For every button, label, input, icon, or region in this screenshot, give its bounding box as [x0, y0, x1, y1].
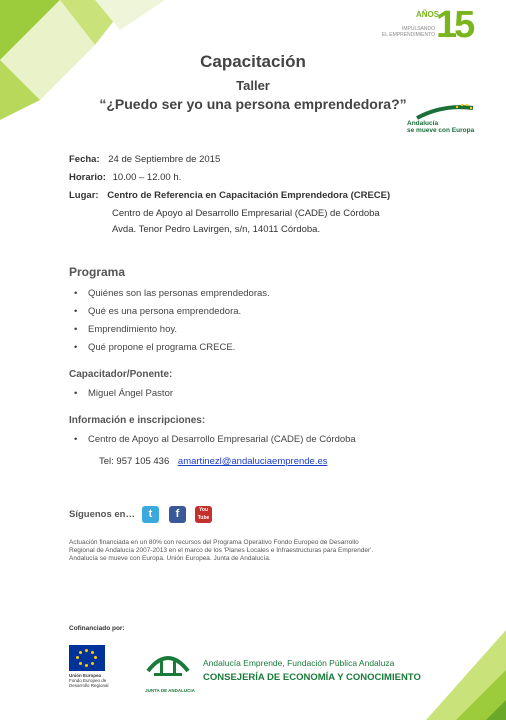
financing-line1: Actuación financiada en un 80% con recursos del Programa Operativo Fondo Europeo de Desarrollo: [69, 539, 359, 546]
fecha-value: 24 de Septiembre de 2015: [108, 154, 221, 165]
fundacion-label: Andalucía Emprende, Fundación Pública Andaluza: [203, 658, 395, 668]
workshop-question: “¿Puedo ser yo una persona emprendedora?”: [99, 96, 407, 112]
siguenos-label: Síguenos en…: [69, 509, 135, 520]
youtube-icon[interactable]: You Tube: [195, 506, 212, 523]
corner-decoration-bottom: [426, 630, 506, 720]
logo-subtitle: [380, 26, 435, 38]
email-link[interactable]: amartinezl@andaluciaemprende.es: [177, 456, 328, 467]
junta-label: JUNTA DE ANDALUCIA: [145, 688, 195, 693]
logo-number: 15: [436, 4, 473, 46]
horario-value: 10.00 – 12.00 h.: [112, 172, 182, 183]
eu-flag-icon: [69, 645, 105, 671]
logo-line1: IMPULSANDO: [401, 26, 435, 32]
programa-item: • Qué es una persona emprendedora.: [88, 306, 241, 317]
cofinanciado-label: Cofinanciado por:: [69, 625, 125, 632]
eu-line2: Fondo Europeo de Desarrollo Regional: [69, 678, 109, 688]
anniversary-logo: [380, 4, 475, 48]
fecha-label: Fecha:: [69, 154, 100, 165]
programa-heading: Programa: [69, 265, 126, 279]
lugar-label: Lugar:: [69, 190, 99, 201]
page-title: Capacitación: [200, 52, 306, 71]
andalucia-europa-logo: [407, 102, 479, 138]
horario-row: [69, 172, 181, 183]
eu-line1: Unión Europea: [69, 673, 102, 678]
programa-item: • Quiénes son las personas emprendedoras.: [88, 288, 270, 299]
page-subtitle: Taller: [236, 78, 270, 93]
contact-row: [99, 456, 328, 467]
inscripciones-heading: Información e inscripciones:: [69, 415, 206, 426]
capacitador-heading: Capacitador/Ponente:: [69, 369, 173, 380]
capacitador-name: • Miguel Ángel Pastor: [88, 388, 173, 399]
eu-caption: [69, 673, 119, 688]
andalucia-line2: se mueve con Europa: [407, 127, 475, 134]
financing-line3: Andalucía se mueve con Europa. Unión Europea. Junta de Andalucía.: [69, 555, 271, 562]
andalucia-line1: Andalucía: [407, 120, 439, 127]
programa-item: • Qué propone el programa CRECE.: [88, 342, 235, 353]
lugar-line3: Avda. Tenor Pedro Lavirgen, s/n, 14011 Córdoba.: [112, 224, 321, 235]
lugar-value: Centro de Referencia en Capacitación Emprendedora (CRECE): [107, 190, 391, 201]
fecha-row: [69, 154, 220, 165]
andalucia-swoosh-icon: [407, 102, 479, 122]
phone: Tel: 957 105 436: [99, 456, 170, 467]
junta-andalucia-icon: [140, 643, 196, 687]
logo-line2: EL EMPRENDIMIENTO: [381, 32, 435, 38]
lugar-row: [69, 190, 390, 201]
financing-line2: Regional de Andalucía 2007-2013 en el marco de los 'Planes Locales e Infraestructuras para Emprender'.: [69, 547, 374, 554]
programa-item: • Emprendimiento hoy.: [88, 324, 177, 335]
facebook-icon[interactable]: f: [169, 506, 186, 523]
lugar-line2: Centro de Apoyo al Desarrollo Empresarial (CADE) de Córdoba: [112, 208, 380, 219]
horario-label: Horario:: [69, 172, 106, 183]
financing-note: [69, 539, 449, 563]
twitter-icon[interactable]: t: [142, 506, 159, 523]
consejeria-label: CONSEJERÍA DE ECONOMÍA Y CONOCIMIENTO: [203, 672, 421, 683]
logo-anos: AÑOS: [416, 10, 440, 19]
inscripciones-item: • Centro de Apoyo al Desarrollo Empresarial (CADE) de Córdoba: [88, 434, 356, 445]
